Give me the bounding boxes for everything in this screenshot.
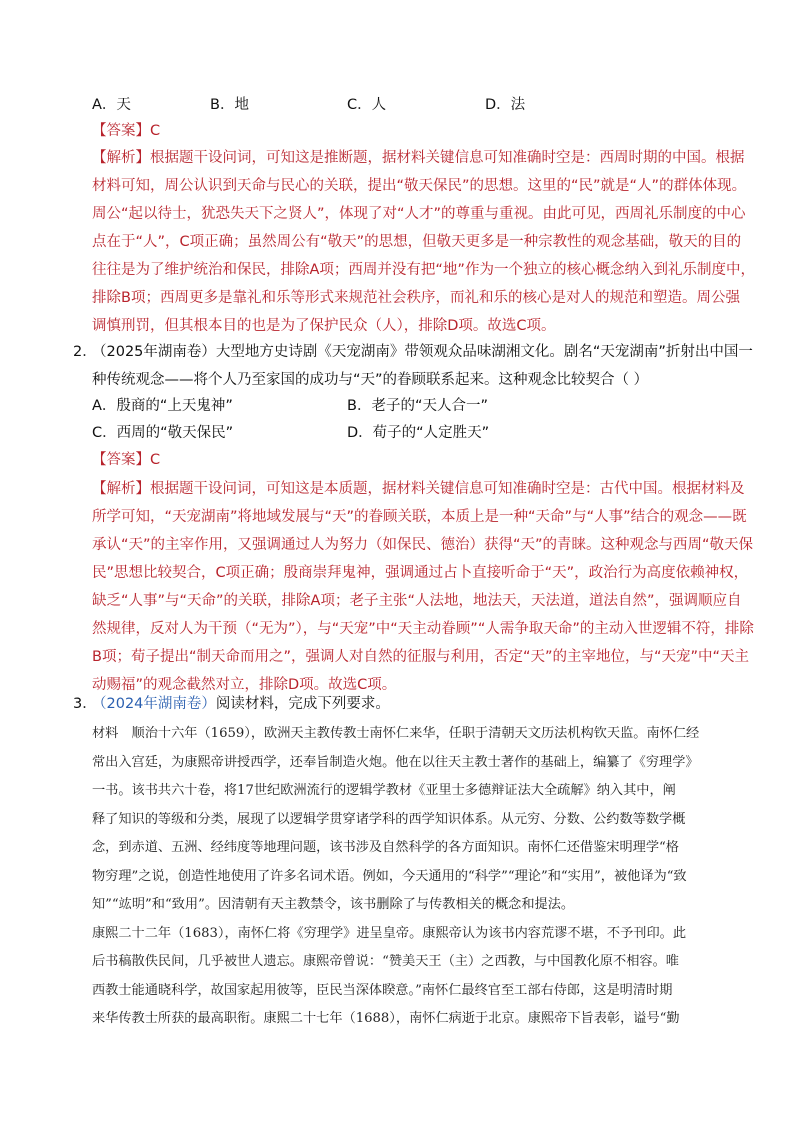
q3-material-line: 来华传教士所获的最高职衔。康熙二十七年（1688），南怀仁病逝于北京。康熙帝下旨表彰，谥号“勤 [92, 1011, 680, 1026]
q1-analysis-line: 排除B项；西周更多是靠礼和乐等形式来规范社会秩序，而礼和乐的核心是对人的规范和塑造。周公强 [92, 290, 740, 306]
q2-analysis-line: 缺乏“人事”与“天命”的关联，排除A项；老子主张“人法地，地法天，天法道，道法自然”，强调顺应自 [92, 593, 742, 609]
q3-material-line: 一书。该书共六十卷，将17世纪欧洲流行的逻辑学教材《亚里士多德辩证法大全疏解》纳入其中，阐 [92, 783, 676, 798]
q3-material-line: 释了知识的等级和分类，展现了以逻辑学贯穿诸学科的西学知识体系。从元穷、分数、公约数等数学概 [92, 811, 686, 827]
q3-material [92, 720, 722, 1034]
q2-analysis-line: 所学可知，“天宠湖南”将地域发展与“天”的眷顾关联，本质上是一种“天命”与“人事”结合的观念——既 [92, 509, 747, 525]
q2-analysis-line: 民”思想比较契合，C项正确；殷商崇拜鬼神，强调通过占卜直接听命于“天”，政治行为高度依赖神权， [92, 565, 749, 581]
q2-stem-line: 种传统观念——将个人乃至家国的成功与“天”的眷顾联系起来。这种观念比较契合（ ） [92, 372, 649, 388]
q2-analysis-line: 承认“天”的主宰作用，又强调通过人为努力（如保民、德治）获得“天”的青睐。这种观念与西周“敬天保 [92, 537, 754, 553]
q3-source: （2024年湖南卷） [92, 696, 216, 712]
q2-number: 2． [73, 344, 97, 360]
q1-analysis-line: 周公“起以待士，犹恐失天下之贤人”，体现了对“人才”的尊重与重视。由此可见，西周礼乐制度的中心 [92, 206, 746, 222]
q2-option-b: B．老子的“天人合一” [347, 398, 488, 414]
q2-option-c: C．西周的“敬天保民” [92, 425, 234, 441]
q2-option-d: D．荀子的“人定胜天” [347, 425, 490, 441]
q3-number: 3． [73, 696, 97, 712]
q3-material-line: 常出入宫廷，为康熙帝讲授西学，还奉旨制造火炮。他在以往天主教士著作的基础上，编纂了《穷理学》 [92, 754, 699, 770]
q2-option-a: A．殷商的“上天鬼神” [92, 398, 233, 414]
q2-stem [92, 338, 753, 394]
q1-option-d: D．法 [485, 97, 526, 113]
q2-analysis-line: B项；荀子提出“制天命而用之”，强调人对自然的征服与利用，否定“天”的主宰地位，与“天宠”中“天主 [92, 649, 750, 665]
q3-material-line: 物穷理”之说，创造性地使用了许多名词术语。例如，今天通用的“科学”“理论”和“实用”，被他译为“致 [92, 868, 687, 884]
q3-material-line: 后书稿散佚民间，几乎被世人遗忘。康熙帝曾说：“赞美天王（主）之西教，与中国教化原不相容。唯 [92, 954, 679, 969]
q3-heading [92, 690, 722, 718]
q2-analysis-line: 【解析】根据题干设问词，可知这是本质题，据材料关键信息可知准确时空是：古代中国。根据材料及 [92, 481, 745, 497]
q1-analysis-line: 【解析】根据题干设问词，可知这是推断题，据材料关键信息可知准确时空是：西周时期的中国。根据 [92, 150, 745, 166]
q1-option-a: A．天 [92, 97, 131, 113]
q2-analysis-line: 然规律，反对人为干预（“无为”），与“天宠”中“天主动眷顾”“人需争取天命”的主动入世逻辑不符，排除 [92, 621, 754, 637]
q1-option-b: B．地 [210, 97, 249, 113]
q3-material-line: 材料 顺治十六年（1659），欧洲天主教传教士南怀仁来华，任职于清朝天文历法机构钦天监。南怀仁经 [92, 726, 700, 741]
q2-answer: 【答案】C [92, 452, 161, 468]
q2-analysis [92, 475, 754, 699]
q1-option-c: C．人 [347, 97, 387, 113]
q1-analysis-line: 材料可知，周公认识到天命与民心的关联，提出“敬天保民”的思想。这里的“民”就是“人”的群体体现。 [92, 178, 747, 194]
q3-material-line: 西教士能通晓科学，故国家起用彼等，臣民当深体睽意。”南怀仁最终官至工部右侍郎，这是明清时期 [92, 982, 673, 998]
q1-answer: 【答案】C [92, 123, 161, 139]
q3-prompt: 阅读材料，完成下列要求。 [215, 696, 390, 712]
q2-stem-line: （2025年湖南卷）大型地方史诗剧《天宠湖南》带领观众品味湖湘文化。剧名“天宠湖南”折射出中国一 [92, 344, 753, 360]
q3-material-line: 知”“竑明”和“致用”。因清朝有天主教禁令，该书删除了与传教相关的概念和提法。 [92, 897, 575, 912]
q1-analysis-line: 点在于“人”，C项正确；虽然周公有“敬天”的思想，但敬天更多是一种宗教性的观念基础，敬天的目的 [92, 234, 742, 250]
q2-analysis-line: 动赐福”的观念截然对立，排除D项。故选C项。 [92, 677, 397, 693]
q3-material-line: 念，到赤道、五洲、经纬度等地理问题，该书涉及自然科学的各方面知识。南怀仁还借鉴宋明理学“格 [92, 840, 679, 855]
q1-analysis [92, 144, 755, 340]
q1-analysis-line: 调慎刑罚，但其根本目的也是为了保护民众（人），排除D项。故选C项。 [92, 318, 556, 334]
q3-material-line: 康熙二十二年（1683），南怀仁将《穷理学》进呈皇帝。康熙帝认为该书内容荒谬不堪，不予刊印。此 [92, 925, 687, 941]
q1-analysis-line: 往往是为了维护统治和保民，排除A项；西周并没有把“地”作为一个独立的核心概念纳入到礼乐制度中， [92, 262, 755, 278]
